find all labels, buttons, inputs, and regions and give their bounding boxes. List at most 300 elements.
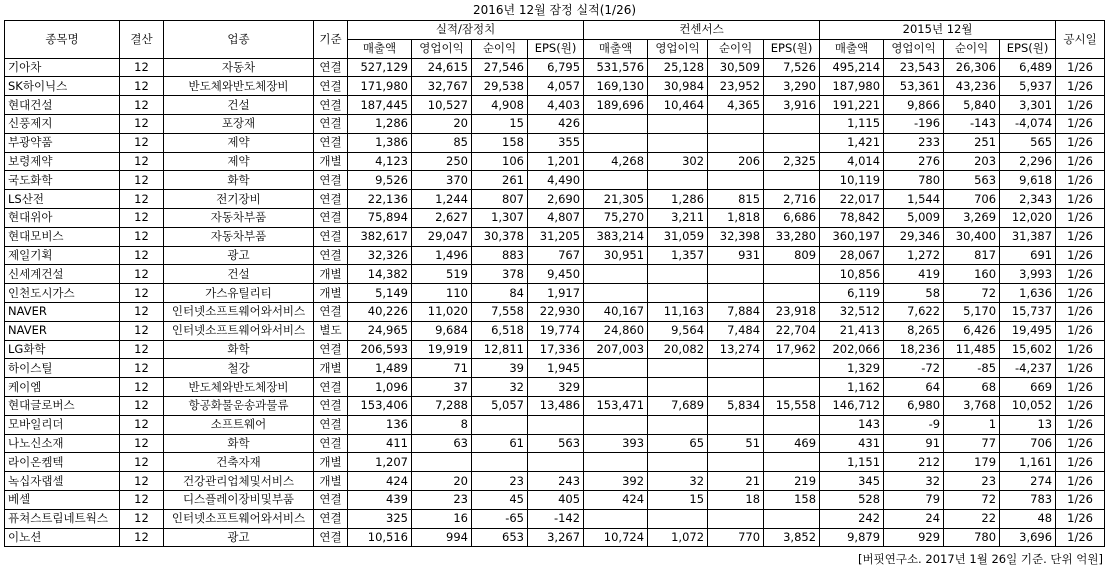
cell-prev-sales: 360,197 bbox=[820, 227, 884, 246]
cell-fiscal: 12 bbox=[120, 171, 164, 190]
cell-prev-net: 3,269 bbox=[944, 208, 1000, 227]
cell-actual-net: 1,307 bbox=[472, 208, 528, 227]
cell-actual-sales: 40,226 bbox=[348, 302, 412, 321]
cell-prev-net: 179 bbox=[944, 453, 1000, 472]
cell-consensus-net: 4,365 bbox=[708, 96, 764, 115]
cell-consensus-sales bbox=[584, 284, 648, 303]
cell-industry: 반도체와반도체장비 bbox=[164, 378, 314, 397]
cell-actual-eps bbox=[528, 415, 584, 434]
cell-consensus-net: 206 bbox=[708, 152, 764, 171]
cell-date: 1/26 bbox=[1056, 96, 1105, 115]
cell-actual-sales: 14,382 bbox=[348, 265, 412, 284]
cell-prev-eps: 1,636 bbox=[1000, 284, 1056, 303]
cell-date: 1/26 bbox=[1056, 208, 1105, 227]
cell-actual-eps: -142 bbox=[528, 509, 584, 528]
cell-industry: 광고 bbox=[164, 528, 314, 547]
cell-date: 1/26 bbox=[1056, 171, 1105, 190]
cell-date: 1/26 bbox=[1056, 472, 1105, 491]
cell-prev-eps: 48 bbox=[1000, 509, 1056, 528]
cell-actual-op: 85 bbox=[412, 133, 472, 152]
cell-consensus-net: 770 bbox=[708, 528, 764, 547]
cell-prev-op: 8,265 bbox=[884, 321, 944, 340]
cell-consensus-op: 1,357 bbox=[648, 246, 708, 265]
cell-actual-net: 653 bbox=[472, 528, 528, 547]
cell-consensus-net bbox=[708, 171, 764, 190]
cell-consensus-net: 13,274 bbox=[708, 340, 764, 359]
cell-actual-sales: 1,386 bbox=[348, 133, 412, 152]
cell-consensus-net: 5,834 bbox=[708, 396, 764, 415]
cell-date: 1/26 bbox=[1056, 152, 1105, 171]
cell-prev-sales: 146,712 bbox=[820, 396, 884, 415]
cell-actual-op: 37 bbox=[412, 378, 472, 397]
cell-actual-op: 1,496 bbox=[412, 246, 472, 265]
cell-prev-op: 9,866 bbox=[884, 96, 944, 115]
cell-prev-net: 68 bbox=[944, 378, 1000, 397]
cell-fiscal: 12 bbox=[120, 246, 164, 265]
cell-date: 1/26 bbox=[1056, 77, 1105, 96]
cell-consensus-op: 302 bbox=[648, 152, 708, 171]
cell-consensus-net: 23,952 bbox=[708, 77, 764, 96]
cell-industry: 인터넷소프트웨어와서비스 bbox=[164, 302, 314, 321]
cell-consensus-op bbox=[648, 509, 708, 528]
cell-actual-eps: 4,403 bbox=[528, 96, 584, 115]
cell-prev-eps: 31,387 bbox=[1000, 227, 1056, 246]
cell-prev-op: 64 bbox=[884, 378, 944, 397]
cell-basis: 연결 bbox=[314, 415, 348, 434]
table-row bbox=[5, 58, 1105, 77]
cell-prev-net: 23 bbox=[944, 472, 1000, 491]
cell-actual-eps: 3,267 bbox=[528, 528, 584, 547]
cell-prev-op: 91 bbox=[884, 434, 944, 453]
cell-consensus-net: 21 bbox=[708, 472, 764, 491]
cell-prev-net: 30,400 bbox=[944, 227, 1000, 246]
table-row bbox=[5, 152, 1105, 171]
cell-fiscal: 12 bbox=[120, 453, 164, 472]
cell-actual-sales: 9,526 bbox=[348, 171, 412, 190]
cell-date: 1/26 bbox=[1056, 434, 1105, 453]
cell-prev-op: 6,980 bbox=[884, 396, 944, 415]
cell-consensus-op: 15 bbox=[648, 490, 708, 509]
cell-basis: 연결 bbox=[314, 434, 348, 453]
table-row bbox=[5, 472, 1105, 491]
cell-prev-net: -85 bbox=[944, 359, 1000, 378]
cell-consensus-net bbox=[708, 284, 764, 303]
table-row bbox=[5, 434, 1105, 453]
cell-actual-sales: 32,326 bbox=[348, 246, 412, 265]
cell-prev-op: 419 bbox=[884, 265, 944, 284]
cell-prev-net: 22 bbox=[944, 509, 1000, 528]
cell-name: 현대건설 bbox=[5, 96, 120, 115]
cell-prev-eps: 1,161 bbox=[1000, 453, 1056, 472]
cell-consensus-op: 3,211 bbox=[648, 208, 708, 227]
cell-consensus-op bbox=[648, 378, 708, 397]
cell-date: 1/26 bbox=[1056, 321, 1105, 340]
cell-name: 이노션 bbox=[5, 528, 120, 547]
cell-consensus-sales: 189,696 bbox=[584, 96, 648, 115]
cell-actual-sales: 1,489 bbox=[348, 359, 412, 378]
cell-prev-eps: 669 bbox=[1000, 378, 1056, 397]
cell-consensus-op: 11,163 bbox=[648, 302, 708, 321]
cell-consensus-sales: 424 bbox=[584, 490, 648, 509]
cell-actual-eps bbox=[528, 453, 584, 472]
cell-consensus-net bbox=[708, 453, 764, 472]
cell-prev-eps: 565 bbox=[1000, 133, 1056, 152]
cell-prev-net: -143 bbox=[944, 114, 1000, 133]
cell-actual-op: 23 bbox=[412, 490, 472, 509]
header-industry: 업종 bbox=[164, 21, 314, 59]
header-prev-eps: EPS(원) bbox=[1000, 39, 1056, 58]
cell-prev-op: 58 bbox=[884, 284, 944, 303]
cell-actual-net: 45 bbox=[472, 490, 528, 509]
cell-basis: 연결 bbox=[314, 490, 348, 509]
cell-fiscal: 12 bbox=[120, 133, 164, 152]
cell-consensus-op: 7,689 bbox=[648, 396, 708, 415]
cell-prev-net: 780 bbox=[944, 528, 1000, 547]
cell-fiscal: 12 bbox=[120, 114, 164, 133]
cell-actual-op: 29,047 bbox=[412, 227, 472, 246]
cell-prev-eps: 19,495 bbox=[1000, 321, 1056, 340]
cell-fiscal: 12 bbox=[120, 321, 164, 340]
cell-prev-eps: 691 bbox=[1000, 246, 1056, 265]
cell-actual-eps: 4,490 bbox=[528, 171, 584, 190]
cell-actual-net: 30,378 bbox=[472, 227, 528, 246]
table-row bbox=[5, 321, 1105, 340]
cell-actual-op: 16 bbox=[412, 509, 472, 528]
cell-date: 1/26 bbox=[1056, 58, 1105, 77]
cell-name: 모바일리더 bbox=[5, 415, 120, 434]
cell-industry: 제약 bbox=[164, 133, 314, 152]
cell-actual-eps: 22,930 bbox=[528, 302, 584, 321]
cell-actual-sales: 153,406 bbox=[348, 396, 412, 415]
cell-prev-sales: 143 bbox=[820, 415, 884, 434]
cell-basis: 연결 bbox=[314, 77, 348, 96]
cell-actual-sales: 171,980 bbox=[348, 77, 412, 96]
table-row bbox=[5, 284, 1105, 303]
cell-basis: 연결 bbox=[314, 378, 348, 397]
cell-consensus-eps bbox=[764, 284, 820, 303]
cell-actual-eps: 355 bbox=[528, 133, 584, 152]
cell-fiscal: 12 bbox=[120, 490, 164, 509]
cell-prev-eps: 15,602 bbox=[1000, 340, 1056, 359]
cell-actual-op: 71 bbox=[412, 359, 472, 378]
cell-name: 현대모비스 bbox=[5, 227, 120, 246]
cell-actual-net: -65 bbox=[472, 509, 528, 528]
cell-basis: 개별 bbox=[314, 265, 348, 284]
cell-actual-net: 39 bbox=[472, 359, 528, 378]
cell-consensus-sales: 531,576 bbox=[584, 58, 648, 77]
cell-prev-net: 706 bbox=[944, 190, 1000, 209]
table-row bbox=[5, 415, 1105, 434]
cell-prev-net: 563 bbox=[944, 171, 1000, 190]
cell-consensus-sales: 21,305 bbox=[584, 190, 648, 209]
cell-actual-sales: 382,617 bbox=[348, 227, 412, 246]
cell-consensus-sales: 24,860 bbox=[584, 321, 648, 340]
cell-actual-eps: 1,201 bbox=[528, 152, 584, 171]
cell-prev-net: 251 bbox=[944, 133, 1000, 152]
cell-prev-sales: 242 bbox=[820, 509, 884, 528]
cell-prev-eps: 15,737 bbox=[1000, 302, 1056, 321]
cell-prev-op: -9 bbox=[884, 415, 944, 434]
cell-actual-op: 9,684 bbox=[412, 321, 472, 340]
cell-prev-net: 11,485 bbox=[944, 340, 1000, 359]
cell-consensus-sales: 393 bbox=[584, 434, 648, 453]
cell-consensus-net bbox=[708, 114, 764, 133]
cell-industry: 인터넷소프트웨어와서비스 bbox=[164, 509, 314, 528]
cell-actual-eps: 405 bbox=[528, 490, 584, 509]
cell-industry: 건축자재 bbox=[164, 453, 314, 472]
cell-consensus-net bbox=[708, 265, 764, 284]
cell-prev-sales: 22,017 bbox=[820, 190, 884, 209]
cell-consensus-eps bbox=[764, 114, 820, 133]
cell-actual-sales: 10,516 bbox=[348, 528, 412, 547]
cell-prev-net: 160 bbox=[944, 265, 1000, 284]
cell-actual-net: 883 bbox=[472, 246, 528, 265]
cell-consensus-eps: 15,558 bbox=[764, 396, 820, 415]
cell-actual-net: 378 bbox=[472, 265, 528, 284]
header-consensus-sales: 매출액 bbox=[584, 39, 648, 58]
cell-fiscal: 12 bbox=[120, 152, 164, 171]
cell-consensus-op bbox=[648, 114, 708, 133]
cell-prev-eps: 10,052 bbox=[1000, 396, 1056, 415]
cell-actual-eps: 563 bbox=[528, 434, 584, 453]
table-row bbox=[5, 208, 1105, 227]
cell-actual-eps: 2,690 bbox=[528, 190, 584, 209]
cell-industry: 광고 bbox=[164, 246, 314, 265]
cell-fiscal: 12 bbox=[120, 434, 164, 453]
cell-basis: 연결 bbox=[314, 302, 348, 321]
table-row bbox=[5, 190, 1105, 209]
cell-prev-net: 6,426 bbox=[944, 321, 1000, 340]
cell-consensus-op bbox=[648, 359, 708, 378]
header-consensus-eps: EPS(원) bbox=[764, 39, 820, 58]
cell-consensus-op: 1,286 bbox=[648, 190, 708, 209]
cell-consensus-net: 18 bbox=[708, 490, 764, 509]
cell-prev-eps: 6,489 bbox=[1000, 58, 1056, 77]
cell-prev-op: 233 bbox=[884, 133, 944, 152]
cell-name: 신풍제지 bbox=[5, 114, 120, 133]
cell-consensus-eps bbox=[764, 265, 820, 284]
cell-actual-sales: 424 bbox=[348, 472, 412, 491]
cell-prev-eps: 12,020 bbox=[1000, 208, 1056, 227]
cell-basis: 연결 bbox=[314, 58, 348, 77]
cell-consensus-op bbox=[648, 265, 708, 284]
cell-industry: 항공화물운송과물류 bbox=[164, 396, 314, 415]
cell-basis: 연결 bbox=[314, 246, 348, 265]
cell-consensus-op: 9,564 bbox=[648, 321, 708, 340]
header-actual-net: 순이익 bbox=[472, 39, 528, 58]
cell-consensus-sales: 153,471 bbox=[584, 396, 648, 415]
cell-actual-net: 261 bbox=[472, 171, 528, 190]
cell-basis: 연결 bbox=[314, 96, 348, 115]
cell-consensus-net: 931 bbox=[708, 246, 764, 265]
cell-prev-net: 43,236 bbox=[944, 77, 1000, 96]
cell-actual-sales: 411 bbox=[348, 434, 412, 453]
footnote: [버핏연구소. 2017년 1월 26일 기준. 단위 억원] bbox=[858, 552, 1103, 566]
cell-actual-eps: 329 bbox=[528, 378, 584, 397]
cell-name: 제일기획 bbox=[5, 246, 120, 265]
cell-consensus-op: 30,984 bbox=[648, 77, 708, 96]
table-row bbox=[5, 340, 1105, 359]
cell-prev-eps: 274 bbox=[1000, 472, 1056, 491]
cell-consensus-op bbox=[648, 171, 708, 190]
cell-prev-eps: 9,618 bbox=[1000, 171, 1056, 190]
cell-actual-net: 32 bbox=[472, 378, 528, 397]
cell-name: SK하이닉스 bbox=[5, 77, 120, 96]
cell-consensus-op: 20,082 bbox=[648, 340, 708, 359]
cell-basis: 연결 bbox=[314, 227, 348, 246]
cell-prev-net: 5,170 bbox=[944, 302, 1000, 321]
cell-prev-sales: 32,512 bbox=[820, 302, 884, 321]
header-prev-op: 영업이익 bbox=[884, 39, 944, 58]
cell-basis: 연결 bbox=[314, 208, 348, 227]
cell-consensus-net: 32,398 bbox=[708, 227, 764, 246]
cell-prev-net: 3,768 bbox=[944, 396, 1000, 415]
earnings-table bbox=[4, 20, 1105, 547]
cell-consensus-eps bbox=[764, 415, 820, 434]
table-row bbox=[5, 77, 1105, 96]
cell-fiscal: 12 bbox=[120, 528, 164, 547]
cell-consensus-eps bbox=[764, 378, 820, 397]
cell-consensus-op: 31,059 bbox=[648, 227, 708, 246]
cell-actual-eps: 767 bbox=[528, 246, 584, 265]
cell-consensus-net: 7,884 bbox=[708, 302, 764, 321]
table-row bbox=[5, 528, 1105, 547]
table-row bbox=[5, 227, 1105, 246]
cell-date: 1/26 bbox=[1056, 378, 1105, 397]
cell-date: 1/26 bbox=[1056, 509, 1105, 528]
table-row bbox=[5, 509, 1105, 528]
table-row bbox=[5, 133, 1105, 152]
cell-basis: 연결 bbox=[314, 114, 348, 133]
cell-date: 1/26 bbox=[1056, 415, 1105, 434]
cell-name: 나노신소재 bbox=[5, 434, 120, 453]
cell-actual-eps: 17,336 bbox=[528, 340, 584, 359]
cell-consensus-sales bbox=[584, 415, 648, 434]
cell-actual-sales: 24,965 bbox=[348, 321, 412, 340]
cell-basis: 개별 bbox=[314, 284, 348, 303]
cell-actual-sales: 5,149 bbox=[348, 284, 412, 303]
cell-actual-net: 6,518 bbox=[472, 321, 528, 340]
cell-name: 케이엠 bbox=[5, 378, 120, 397]
cell-actual-op: 2,627 bbox=[412, 208, 472, 227]
cell-prev-sales: 528 bbox=[820, 490, 884, 509]
cell-actual-sales: 1,286 bbox=[348, 114, 412, 133]
cell-consensus-eps: 3,852 bbox=[764, 528, 820, 547]
cell-consensus-op: 1,072 bbox=[648, 528, 708, 547]
cell-basis: 연결 bbox=[314, 171, 348, 190]
cell-fiscal: 12 bbox=[120, 472, 164, 491]
cell-prev-eps: 783 bbox=[1000, 490, 1056, 509]
cell-actual-eps: 31,205 bbox=[528, 227, 584, 246]
cell-consensus-eps: 7,526 bbox=[764, 58, 820, 77]
cell-basis: 개별 bbox=[314, 359, 348, 378]
cell-prev-sales: 6,119 bbox=[820, 284, 884, 303]
cell-prev-sales: 1,162 bbox=[820, 378, 884, 397]
table-row bbox=[5, 171, 1105, 190]
cell-basis: 연결 bbox=[314, 528, 348, 547]
cell-consensus-eps: 219 bbox=[764, 472, 820, 491]
cell-name: 부광약품 bbox=[5, 133, 120, 152]
cell-actual-op: 20 bbox=[412, 114, 472, 133]
cell-fiscal: 12 bbox=[120, 77, 164, 96]
cell-name: 신세계건설 bbox=[5, 265, 120, 284]
cell-actual-eps: 4,807 bbox=[528, 208, 584, 227]
cell-actual-net: 27,546 bbox=[472, 58, 528, 77]
cell-consensus-op: 65 bbox=[648, 434, 708, 453]
cell-consensus-sales: 4,268 bbox=[584, 152, 648, 171]
table-row bbox=[5, 453, 1105, 472]
cell-prev-net: 1 bbox=[944, 415, 1000, 434]
cell-fiscal: 12 bbox=[120, 359, 164, 378]
cell-consensus-sales bbox=[584, 171, 648, 190]
cell-prev-sales: 345 bbox=[820, 472, 884, 491]
cell-industry: 인터넷소프트웨어와서비스 bbox=[164, 321, 314, 340]
cell-consensus-net bbox=[708, 359, 764, 378]
cell-fiscal: 12 bbox=[120, 415, 164, 434]
cell-actual-sales: 206,593 bbox=[348, 340, 412, 359]
cell-actual-op: 8 bbox=[412, 415, 472, 434]
cell-actual-net bbox=[472, 415, 528, 434]
cell-prev-op: 5,009 bbox=[884, 208, 944, 227]
cell-prev-sales: 1,329 bbox=[820, 359, 884, 378]
cell-actual-eps: 13,486 bbox=[528, 396, 584, 415]
cell-prev-op: 23,543 bbox=[884, 58, 944, 77]
cell-actual-sales: 187,445 bbox=[348, 96, 412, 115]
cell-actual-eps: 1,917 bbox=[528, 284, 584, 303]
cell-fiscal: 12 bbox=[120, 190, 164, 209]
cell-industry: 화학 bbox=[164, 340, 314, 359]
cell-actual-op: 19,919 bbox=[412, 340, 472, 359]
table-row bbox=[5, 246, 1105, 265]
cell-prev-net: 26,306 bbox=[944, 58, 1000, 77]
cell-name: NAVER bbox=[5, 321, 120, 340]
cell-consensus-net bbox=[708, 378, 764, 397]
cell-actual-net: 5,057 bbox=[472, 396, 528, 415]
cell-name: 인천도시가스 bbox=[5, 284, 120, 303]
cell-industry: 디스플레이장비및부품 bbox=[164, 490, 314, 509]
cell-consensus-op: 25,128 bbox=[648, 58, 708, 77]
cell-basis: 별도 bbox=[314, 321, 348, 340]
table-row bbox=[5, 265, 1105, 284]
cell-prev-op: 32 bbox=[884, 472, 944, 491]
cell-date: 1/26 bbox=[1056, 528, 1105, 547]
cell-industry: 자동차 bbox=[164, 58, 314, 77]
header-date: 공시일 bbox=[1056, 21, 1105, 59]
table-row bbox=[5, 378, 1105, 397]
header-actual-eps: EPS(원) bbox=[528, 39, 584, 58]
cell-actual-op: 994 bbox=[412, 528, 472, 547]
cell-basis: 연결 bbox=[314, 509, 348, 528]
cell-actual-eps: 9,450 bbox=[528, 265, 584, 284]
cell-fiscal: 12 bbox=[120, 208, 164, 227]
cell-consensus-sales bbox=[584, 133, 648, 152]
cell-prev-op: -196 bbox=[884, 114, 944, 133]
cell-consensus-net: 815 bbox=[708, 190, 764, 209]
cell-name: 현대글로버스 bbox=[5, 396, 120, 415]
header-fiscal: 결산 bbox=[120, 21, 164, 59]
cell-consensus-net bbox=[708, 415, 764, 434]
cell-fiscal: 12 bbox=[120, 58, 164, 77]
cell-actual-eps: 426 bbox=[528, 114, 584, 133]
cell-date: 1/26 bbox=[1056, 302, 1105, 321]
cell-actual-net: 29,538 bbox=[472, 77, 528, 96]
cell-actual-sales: 1,207 bbox=[348, 453, 412, 472]
cell-industry: 화학 bbox=[164, 434, 314, 453]
table-body bbox=[5, 58, 1105, 547]
cell-actual-op: 24,615 bbox=[412, 58, 472, 77]
cell-actual-op: 250 bbox=[412, 152, 472, 171]
cell-prev-sales: 191,221 bbox=[820, 96, 884, 115]
